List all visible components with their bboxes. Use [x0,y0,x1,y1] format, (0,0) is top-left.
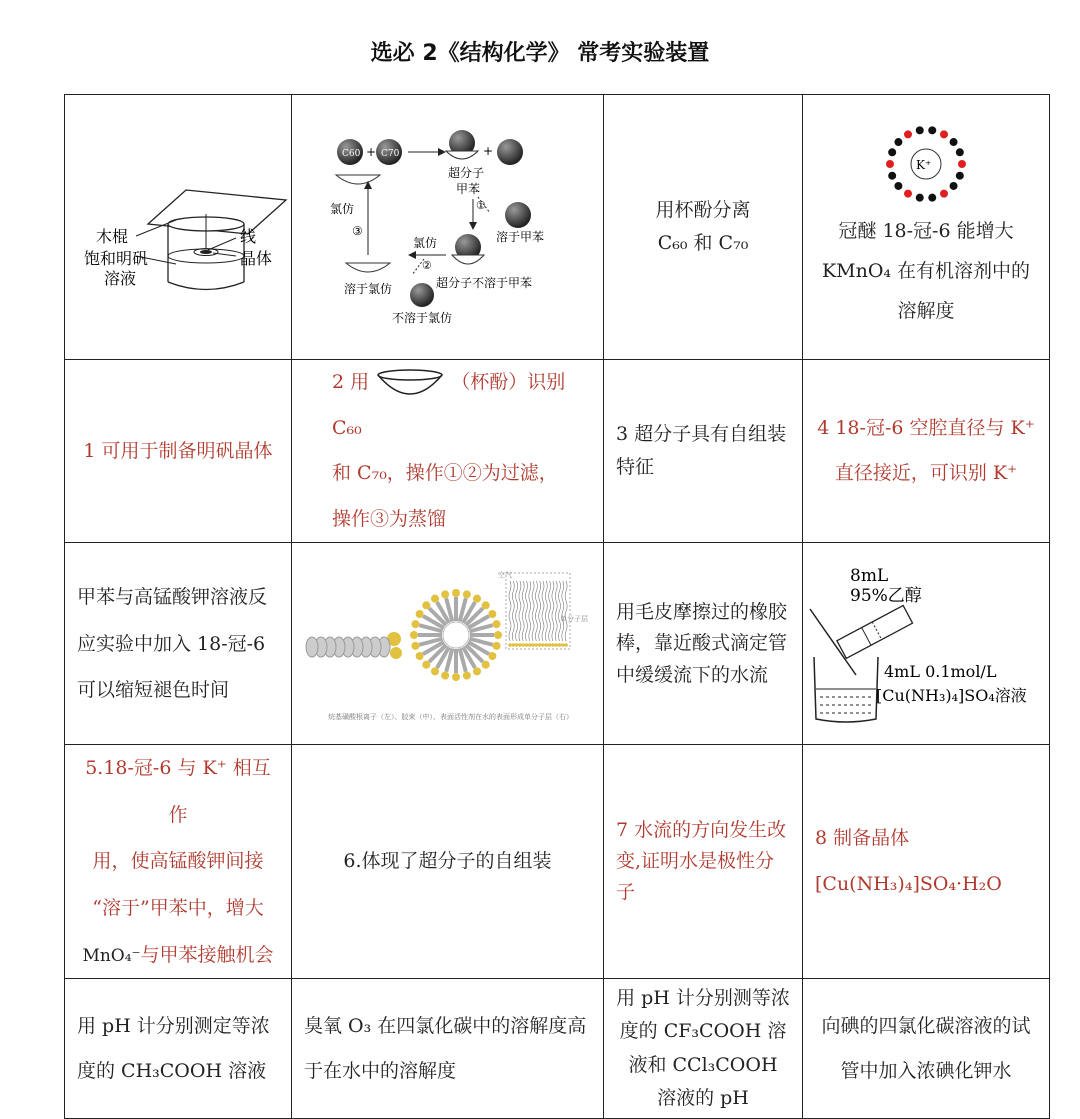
monolayer-head [547,643,551,647]
monolayer-head [511,643,515,647]
monolayer-head [564,643,568,647]
label-chloroform-mid: 氯仿 [412,236,437,250]
micelle-head [422,661,430,669]
micelle-figure-cell [292,543,604,745]
micelle-head [441,590,449,598]
ph-acetic-cell: 用 pH 计分别测定等浓度的 CH₃COOH 溶液 [65,979,292,1119]
label-vol2: 4mL 0.1mol/L [884,661,997,681]
micelle-head [431,667,439,675]
monolayer-tail [512,581,514,641]
crown-ether-figure [866,122,986,212]
monolayer-tail [532,581,534,641]
ring-atom [904,131,912,139]
self-assembly-cell: 6.体现了超分子的自组装 [292,745,604,979]
label-complex-solution: [Cu(NH₃)₄]SO₄溶液 [876,685,1027,705]
micelle-head [473,595,481,603]
label-vol1: 8mL [850,565,889,586]
ring-atom [950,138,958,146]
monolayer-head [514,643,518,647]
micelle-head [473,667,481,675]
monolayer-tail [565,581,567,641]
k-ion-label: K⁺ [916,158,932,173]
monolayer-head [544,643,548,647]
label-chloroform-top: 氯仿 [329,202,354,216]
table-row [65,95,1050,360]
micelle-head [441,671,449,679]
ring-atom [958,160,966,168]
crystal-prep-note-cell: 8 制备晶体 [Cu(NH₃)₄]SO₄·H₂O [803,745,1050,979]
ring-atom [888,148,896,156]
micelle-head [481,601,489,609]
label-supramolecule: 超分子 [447,166,484,180]
micelle-head [415,610,423,618]
micelle-head [415,652,423,660]
micelle-head [422,601,430,609]
monolayer-head [534,643,538,647]
micelle-head [488,610,496,618]
ring-atom [894,182,902,190]
monolayer-head [537,643,541,647]
polar-water-note-cell: 7 水流的方向发生改变,证明水是极性分子 [604,745,803,979]
ring-atom [904,190,912,198]
monolayer-tail [509,581,511,641]
ring-atom [916,126,924,134]
calixarene-separation-figure [328,127,568,327]
ring-atom [928,194,936,202]
micelle-head [431,595,439,603]
micelle-core [443,622,469,648]
ring-atom [940,131,948,139]
micelle-head [462,671,470,679]
micelle-head [411,620,419,628]
monolayer-head [554,643,558,647]
crown-ether-text-c: 溶解度 [897,299,955,322]
rubber-rod-note-cell: 用毛皮摩擦过的橡胶棒，靠近酸式滴定管中缓缓流下的水流 [604,543,803,745]
plus-sign: + [365,145,376,159]
monolayer-tail [548,581,550,641]
page-title: 选必 2《结构化学》 常考实验装置 [370,41,710,66]
table-row [65,543,1050,745]
label-crystal: 晶体 [240,249,273,268]
micelle-head [452,673,460,681]
ring-atom [888,172,896,180]
ring-atom [956,172,964,180]
crown-note-cell: 4 18-冠-6 空腔直径与 K⁺ 直径接近，可识别 K⁺ [803,360,1050,543]
monolayer-tail [515,581,517,641]
ring-atom [928,126,936,134]
micelle-caption: 烷基磺酸根离子（左）、胶束（中）、表面活性剂在水的表面形成单分子层（右） [327,712,573,721]
c60-label: C60 [341,149,360,159]
monolayer-head [561,643,565,647]
label-insoluble-toluene: 超分子不溶于甲苯 [435,276,532,290]
table-row [65,745,1050,979]
label-solution2: 溶液 [104,269,137,288]
micelle-head [494,631,502,639]
monolayer-tail [535,581,537,641]
micelle-head [411,642,419,650]
svg-text:+: + [482,144,493,158]
calixarene-text-b: C₆₀ 和 C₇₀ [657,232,749,254]
crown-ether-text-a: 冠醚 18-冠-6 能增大 [838,220,1014,243]
monolayer-head [528,643,532,647]
monolayer-head [557,643,561,647]
calixarene-text-cell [604,95,803,360]
label-air: 空气 [497,570,512,579]
calixarene-separation-figure-cell [292,95,604,360]
monolayer-tail [528,581,530,641]
calixarene-note-cell [292,360,604,543]
micelle-head [462,590,470,598]
monolayer-tail [558,581,560,641]
ring-atom [950,182,958,190]
table-row [65,979,1050,1119]
monolayer-tail [545,581,547,641]
monolayer-tail [561,581,563,641]
chain-bead [306,637,318,657]
ring-atom [894,138,902,146]
ethanol-figure-cell [803,543,1050,745]
label-monolayer: 单分子层 [559,614,588,623]
micelle-figure [298,559,598,729]
ring-atom [956,148,964,156]
ethanol-beaker-figure [806,559,1046,729]
self-assembly-note-cell: 3 超分子具有自组装特征 [604,360,803,543]
step1-label: ① [475,199,486,212]
experiment-table [64,94,1050,1119]
micelle-head [488,652,496,660]
step2-label: ② [421,259,432,272]
c70-label: C70 [380,149,399,159]
micelle-head [492,620,500,628]
monolayer-head [551,643,555,647]
step3-label: ③ [351,224,363,238]
label-dissolve-chloroform: 溶于氯仿 [343,282,392,296]
monolayer-head [541,643,545,647]
head-group [390,647,402,659]
monolayer-tail [538,581,540,641]
table-row [65,360,1050,543]
monolayer-tail [518,581,520,641]
toluene-note-cell: 甲苯与高锰酸钾溶液反应实验中加入 18-冠-6 可以缩短褪色时间 [65,543,292,745]
monolayer-head [508,643,512,647]
monolayer-head [518,643,522,647]
monolayer-tail [522,581,524,641]
ph-haloacetic-cell: 用 pH 计分别测等浓度的 CF₃COOH 溶液和 CCl₃COOH 溶液的 pH [604,979,803,1119]
calixarene-text-a: 用杯酚分离 [655,198,751,221]
crown-ether-text-b: KMnO₄ 在有机溶剂中的 [821,260,1031,283]
calixarene-note-line3: 操作③为蒸馏 [332,507,447,530]
label-solution: 饱和明矾 [84,249,149,268]
iodine-test-cell: 向碘的四氯化碳溶液的试管中加入浓碘化钾水 [803,979,1050,1119]
monolayer-tail [551,581,553,641]
ring-atom [886,160,894,168]
alum-note-cell: 1 可用于制备明矾晶体 [65,360,292,543]
ring-atom [916,194,924,202]
monolayer-head [531,643,535,647]
micelle-head [492,642,500,650]
monolayer-head [521,643,525,647]
label-dissolve-toluene: 溶于甲苯 [495,230,544,244]
label-toluene: 甲苯 [455,182,480,196]
label-ethanol: 95%乙醇 [850,585,922,606]
cup-icon [375,367,445,399]
micelle-head [410,631,418,639]
crown-interaction-note-cell: 5.18-冠-6 与 K⁺ 相互作 用，使高锰酸钾间接 “溶于”甲苯中，增大 MnO₄⁻与甲苯接触机会 [65,745,292,979]
calixarene-note-line2: 和 C₇₀，操作①②为过滤， [332,462,558,485]
monolayer-tail [525,581,527,641]
monolayer-head [524,643,528,647]
label-insoluble-chloroform: 不溶于氯仿 [391,311,452,325]
crown-ether-cell [803,95,1050,360]
monolayer-tail [555,581,557,641]
calixarene-note-line1: 2 用 （杯酚）识别 C₆₀ [332,360,591,451]
alum-crystal-figure-cell [65,95,292,360]
micelle-head [452,589,460,597]
monolayer-tail [542,581,544,641]
alum-crystal-figure [68,152,288,302]
ozone-solubility-cell: 臭氧 O₃ 在四氯化碳中的溶解度高于在水中的溶解度 [292,979,604,1119]
label-thread: 线 [240,227,257,246]
label-stick: 木棍 [96,227,129,246]
micelle-head [481,661,489,669]
ring-atom [940,190,948,198]
